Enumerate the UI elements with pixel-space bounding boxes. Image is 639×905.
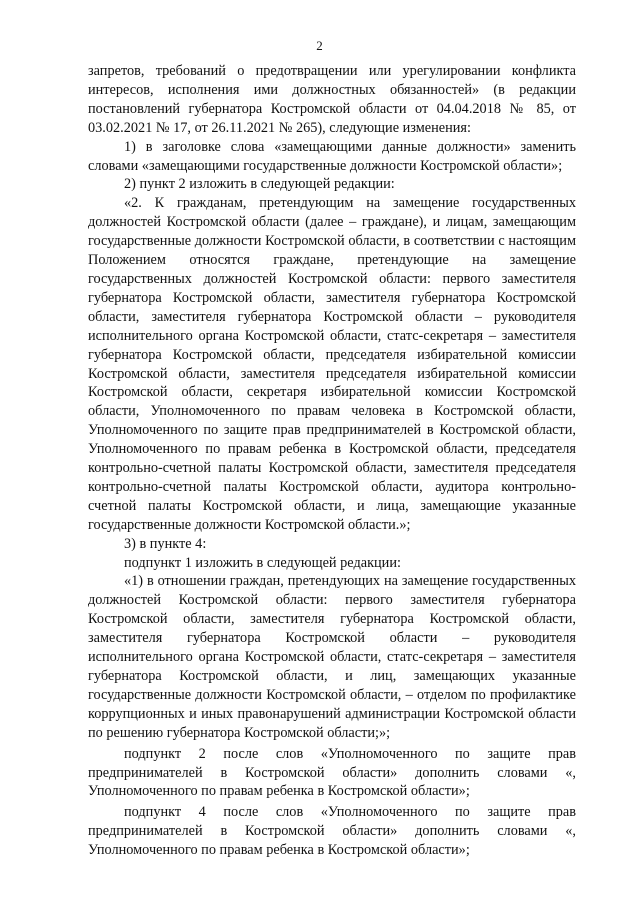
paragraph-point-2-text: «2. К гражданам, претендующим на замещение государственных должностей Костромской области (далее – граждане), и лицам, замещающим государственные должности Костромской области, в соответствии с настоящим Положением относятся граждане, претендующие на замещение государственных должностей Костромской области: первого заместителя губернатора Костромской области, заместителя губернатора Костромской области, заместителя губернатора Костромской области – руководителя исполнительного органа Костромской области, статс-секретаря – заместителя губернатора Костромской области, председателя избирательной комиссии Костромской области, заместителя председателя избирательной комиссии Костромской области, секретаря избирательной комиссии Костромской области, Уполномоченного по правам человека в Костромской области, Уполномоченного по защите прав предпринимателей в Костромской области, Уполномоченного по правам ребенка в Костромской области, председателя контрольно-счетной палаты Костромской области, заместителя председателя контрольно-счетной палаты Костромской области, аудитора контрольно-счетной палаты Костромской области, и лица, замещающие указанные государственные должности Костромской области.»; — [88, 195, 576, 533]
page-number: 2 — [316, 38, 323, 53]
paragraph-item-2: 2) пункт 2 изложить в следующей редакции: — [124, 176, 395, 193]
paragraph-subpoint-1-text: «1) в отношении граждан, претендующих на замещение государственных должностей Костромской области: первого заместителя губернатора Костромской области, заместителя губернатора Костромской области, заместителя губернатора Костромской области – руководителя исполнительного органа Костромской области, статс-секретаря – заместителя губернатора Костромской области, и лиц, замещающих указанные государственные должности Костромской области, – отделом по профилактике коррупционных и иных правонарушений администрации Костромской области по решению губернатора Костромской области;»; — [88, 573, 576, 741]
paragraph-item-1: 1) в заголовке слова «замещающими данные должности» заменить словами «замещающими государственные должности Костромской области»; — [88, 138, 576, 174]
paragraph-subpoint-1-intro: подпункт 1 изложить в следующей редакции: — [124, 554, 401, 571]
paragraph-subpoint-2: подпункт 2 после слов «Уполномоченного по защите прав предпринимателей в Костромской области» дополнить словами «, Уполномоченного по правам ребенка в Костромской области»; — [88, 745, 576, 800]
paragraph-continuation: запретов, требований о предотвращении или урегулировании конфликта интересов, исполнения ими должностных обязанностей» (в редакции постановлений губернатора Костромской области от 04.04.2018 № 85, от 03.02.2021 № 17, от 26.11.2021 № 265), следующие изменения: — [88, 63, 576, 136]
paragraph-subpoint-4: подпункт 4 после слов «Уполномоченного по защите прав предпринимателей в Костромской области» дополнить словами «, Уполномоченного по правам ребенка в Костромской области»; — [88, 804, 576, 859]
paragraph-item-3: 3) в пункте 4: — [124, 535, 207, 552]
document-body — [88, 62, 576, 860]
